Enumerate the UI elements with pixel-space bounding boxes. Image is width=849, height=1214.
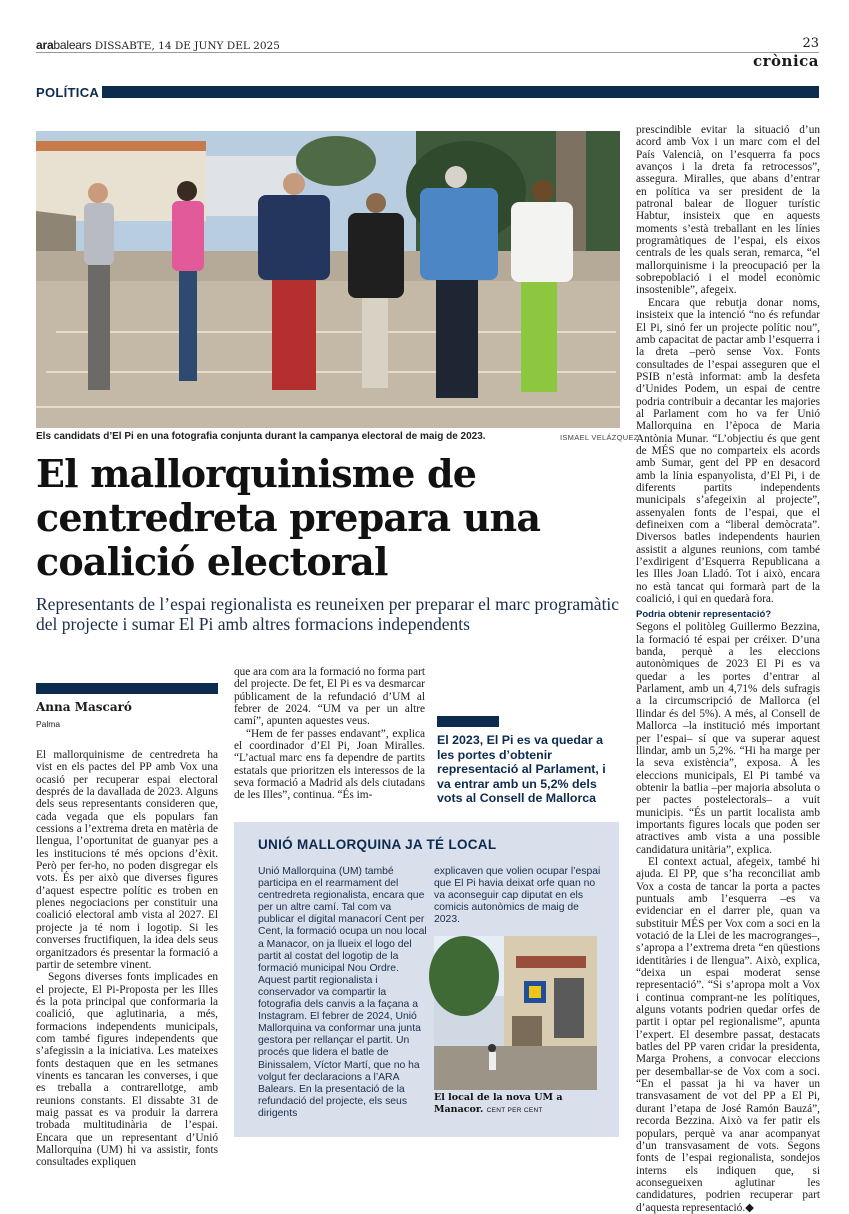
article-column-1 (36, 749, 218, 1169)
byline-author: Anna Mascaró (36, 700, 132, 714)
sidebar-text-column-2: explicaven que volien ocupar l’espai que El Pi havia deixat orfe quan no va aconseguir cap diputat en els comicis autonòmics de maig de 2023. (434, 866, 601, 926)
photo-caption: Els candidats d’El Pi en una fotografia conjunta durant la campanya electoral de maig de 2023. (36, 431, 486, 442)
rubric-label: POLÍTICA (36, 85, 100, 100)
sidebar-title: UNIÓ MALLORQUINA JA TÉ LOCAL (258, 837, 497, 852)
sidebar-photo (434, 936, 597, 1090)
masthead (36, 38, 280, 52)
photo-credit: ISMAEL VELÁZQUEZ (560, 433, 639, 442)
headline: El mallorquinisme de centredreta prepara una coalició electoral (36, 451, 541, 584)
section-name: crònica (753, 52, 819, 70)
article-column-4 (636, 124, 820, 1214)
byline-bar (36, 683, 218, 694)
page-number: 23 (802, 36, 819, 51)
paragraph: “Hem de fer passes endavant”, explica el coordinador d’El Pi, Joan Miralles. “L’actual marc ens fa dependre de partits estatals que prioritzen els interessos de la seva formació a Madrid als dels ciutadans de les Illes”, continua. “És im- (234, 727, 425, 802)
paragraph: que ara com ara la formació no forma part del projecte. De fet, El Pi es va desmarcar públicament de la refundació d’UM al febrer de 2024. “UM va per un altre camí”, apunten aquestes veus. (234, 666, 425, 728)
sidebar-caption-text: El local de la nova UM a Manacor. (434, 1092, 563, 1115)
paragraph: Encara que rebutja donar noms, insisteix que la intenció “no és refundar El Pi, sinó fer un projecte polític nou”, amb capacitat de pactar amb l’esquerra i la dreta –però sense Vox. Fonts consultades de l’espai asseguren que el PSIB n’està informat: amb la desfeta d’Unides Podem, un espai de centre podria contribuir a decantar les majories al Parlament com ho va fer Unió Mallorquina en l’època de Maria Antònia Munar. “L’objectiu és que gent de MÉS que no comparteix els acords amb Sumar, gent del PP en desacord amb la línia espanyolista, d’El Pi, i de diferents partits independents municipals s’afegeixin al projecte”, assenyalen fonts de l’espai, que el defineixen com a “liberal demòcrata”. Diversos batles independents haurien assistit a algunes reunions, com també l’exdirigent d’Esquerra Republicana a les Illes Joan Lladó. Tot i això, encara no està tancat qui formarà part de la coalició, i qui en quedarà fora. (636, 296, 820, 606)
byline-place: Palma (36, 719, 61, 729)
pullquote-bar (437, 716, 499, 727)
paragraph: prescindible evitar la situació d’un acord amb Vox i un marc com el del País Valencià, on l’esquerra fa pocs avanços i la dreta fa retrocessos”, assegura. Miralles, que abans d’entrar en política va ser president de la patronal balear de lloguer turístic Habtur, insisteix que en aquests moments s’està treballant en les línies programàtiques de l’espai, els eixos centrals de les quals seran, remarca, “el mallorquinisme i la preocupació per la sobrepoblació i el model econòmic insostenible”, afegeix. (636, 124, 820, 297)
main-photo (36, 131, 620, 428)
issue-date: DISSABTE, 14 DE JUNY DEL 2025 (94, 40, 280, 52)
paragraph: Segons el politòleg Guillermo Bezzina, la formació té espai per créixer. D’una banda, perquè a les eleccions autonòmiques de 2023 El Pi es va quedar a les portes d’entrar al Parlament, amb un 4,71% dels sufragis a la circumscripció de Mallorca (el llindar és del 5%). A més, al Consell de Mallorca –la institució més important per l’espai– sí que va superar aquest llindar, amb un 5,2%. “Hi ha marge per la seva existència”, exposa. A les eleccions municipals, El Pi també va obtenir la batlia –per majoria absoluta o per pactes postelectorals– a vuit municipis. “És un partit localista amb importants figures locals que poden ser atractives amb vista a una possible candidatura unitària”, explica. (636, 621, 820, 856)
subhead: Podria obtenir representació? (636, 609, 772, 621)
sidebar-caption-credit: CENT PER CENT (486, 1106, 543, 1114)
header-rule (36, 52, 819, 53)
sidebar-photo-caption (434, 1092, 609, 1116)
paragraph: El context actual, afegeix, també hi ajuda. El PP, que s’ha reconciliat amb Vox a costa de tancar la porta a pactes puntuals amb l’esquerra –es va evidenciar en el darrer ple, quan va substituir MÉS per Vox com a soci en la votació de la Llei de les macrogranges–, s’apropa a l’extrema dreta “en qüestions identitàries i de llengua”. Això, explica, “deixa un espai moderat sense representació”. “Si s’apropa molt a Vox i continua comprant-ne les polítiques, alguns votants podrien quedar orfes de partit i optar pel regionalisme”, apunta l’expert. El desembre passat, destacats batles del PP varen cridar la presidenta, Marga Prohens, a convocar eleccions per desemballar-se de Vox com a soci. “En el passat ja hi va haver un transvasament de vot del PP a El Pi, durant l’etapa de José Ramón Bauzá”, recorda Bezzina. Això va fer patir els populars, perquè va anar acompanyat d’un transvasament de vots. Segons fonts de l’espai regionalista, sondejos interns els indiquen que, si aconsegueixen aglutinar les candidatures, podrien recuperar part d’aquesta representació.◆ (636, 855, 820, 1214)
deck-subtitle: Representants de l’espai regionalista es reuneixen per preparar el marc programàtic del projecte i sumar El Pi amb altres formacions independents (36, 594, 620, 634)
sidebar-text-column-1: Unió Mallorquina (UM) també participa en el rearmament del centredreta regionalista, encara que per un altre camí. Tal com va publicar el digital manacorí Cent per Cent, la formació ocupa un nou local a Manacor, on ja llueix el logo del partit al costat del logotip de la formació municipal Nou Ordre. Aquest partit regionalista i conservador va compartir la fotografia dels canvis a la façana a Instagram. El febrer de 2024, Unió Mallorquina va conformar una junta gestora per rellançar el partit. Un procés que lidera el batle de Binissalem, Víctor Martí, que no ha volgut fer declaracions a l’ARA Balears. En la presentació de la refundació del projecte, els seus dirigents (258, 866, 427, 1119)
paragraph: El mallorquinisme de centredreta ha vist en els pactes del PP amb Vox una ocasió per recuperar espai electoral després de la davallada de 2023. Alguns dels seus representants consideren que, cada vegada que els populars fan cessions a l’extrema dreta en matèria de llengua, l’oportunitat de guanyar pes a les institucions té més opcions d’èxit. Però per fer-ho, no poden disgregar els vots. És per això que diverses figures d’aquest espectre polític es troben en plenes negociacions per constituir una coalició electoral amb vista al 2027. El projecte ja té nom i logotip. Si les converses fructifiquen, la idea dels seus organitzadors és presentar la formació a partir de setembre vinent. (36, 749, 218, 971)
brand-logo: arabalears (36, 38, 92, 52)
rubric-bar (102, 86, 819, 98)
pullquote: El 2023, El Pi es va quedar a les portes d’obtenir representació al Parlament, i va entrar amb un 5,2% dels vots al Consell de Mallorca (437, 733, 606, 805)
paragraph: Segons diverses fonts implicades en el projecte, El Pi-Proposta per les Illes és la pota principal que conformaria la coalició, que aglutinaria, a més, formacions independents municipals, com també figures independents que s’afegissin a la iniciativa. Les mateixes fonts destaquen que en les setmanes vinents es tancaran les converses, i que es treballa a contrarellotge, amb reunions constants. El dissabte 31 de maig passat es va produir la darrera trobada multitudinària de l’espai. Encara que un representant d’Unió Mallorquina (UM) hi va assistir, fonts consultades expliquen (36, 971, 218, 1169)
article-column-2 (234, 666, 425, 818)
